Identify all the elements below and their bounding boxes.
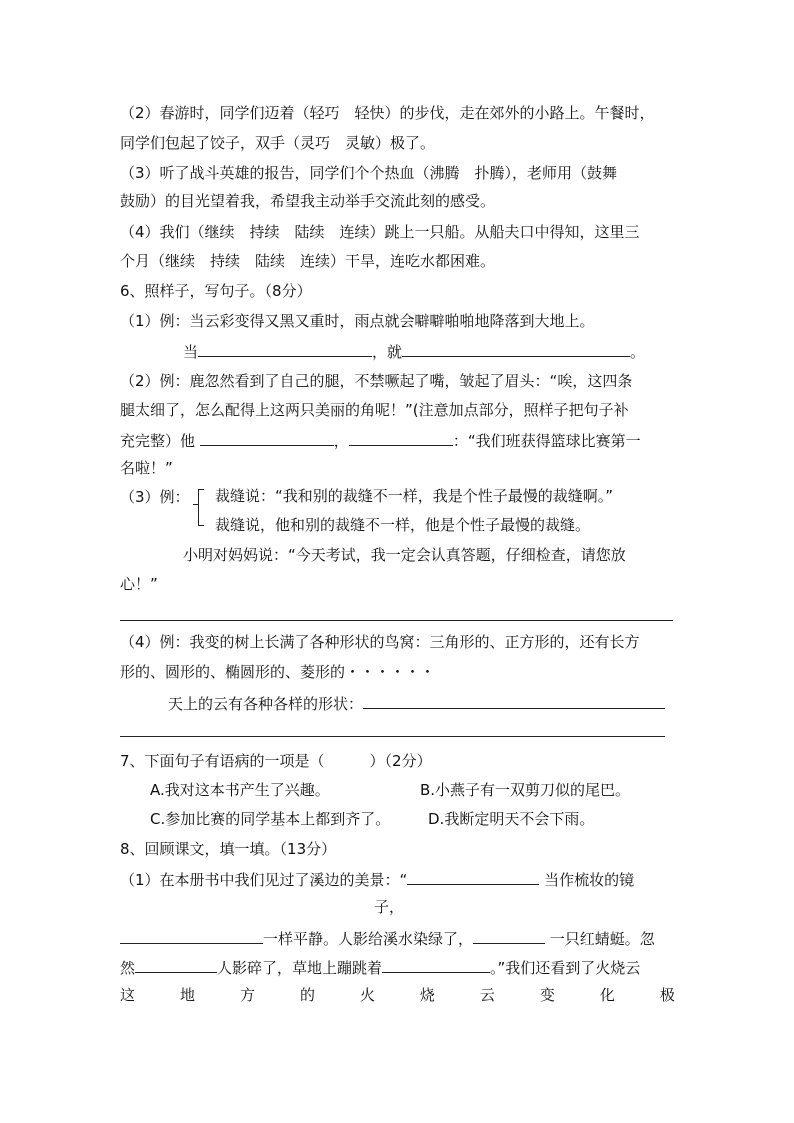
q8-p4-word: 方	[239, 986, 255, 1004]
q8-p4-word: 化	[599, 986, 615, 1004]
q6-e2-line3	[120, 429, 641, 451]
q7-option-b[interactable]: B.小燕子有一双剪刀似的尾巴。	[420, 781, 631, 799]
q8-p2-a: 一样平静。人影给溪水染绿了，	[263, 930, 474, 948]
q5-p2-line2: 同学们包起了饺子，双手（灵巧 灵敏）极了。	[120, 134, 436, 152]
q8-p3-line	[120, 956, 640, 978]
q6-e1-blank-1[interactable]	[198, 340, 372, 357]
q6-e1-prefix: 当	[183, 343, 199, 361]
q8-p3-c: 。”我们还看到了火烧云	[490, 959, 641, 977]
q8-p3-b: 人影碎了，草地上蹦跳着	[217, 959, 383, 977]
q6-e1-blank-2[interactable]	[402, 340, 630, 357]
q8-blank-4[interactable]	[135, 956, 217, 973]
q6-e2-line3-b: ，	[333, 432, 349, 450]
example-brace	[198, 489, 207, 525]
q8-p4-word: 这	[120, 986, 136, 1004]
q6-heading: 6、照样子，写句子。（8分）	[120, 282, 312, 300]
q7-heading: 7、下面句子有语病的一项是（ ）（2分）	[120, 752, 432, 770]
q6-e3-task1: 小明对妈妈说：“今天考试，我一定会认真答题，仔细检查，请您放	[183, 546, 626, 564]
q8-blank-5[interactable]	[382, 956, 490, 973]
example-brace-bottom	[198, 525, 204, 526]
q6-e3-answer-line[interactable]	[120, 620, 673, 621]
q7-option-c[interactable]: C.参加比赛的同学基本上都到齐了。	[150, 810, 391, 828]
q8-p3-a: 然	[120, 959, 136, 977]
q8-p2-line	[120, 927, 655, 949]
q6-e3-b: 裁缝说，他和别的裁缝不一样，他是个性子最慢的裁缝。	[215, 516, 591, 534]
q6-e1-middle: ，就	[372, 343, 403, 361]
q6-e2-blank-2[interactable]	[349, 429, 453, 446]
q8-p4-word: 地	[179, 986, 195, 1004]
q6-e1-answer-line	[183, 340, 645, 362]
q6-e3-a: 裁缝说：“我和别的裁缝不一样，我是个性子最慢的裁缝啊。”	[215, 487, 614, 505]
q8-p4-word: 的	[299, 986, 315, 1004]
q6-e3-task2: 心！”	[120, 575, 158, 593]
q8-p1-line	[120, 868, 634, 890]
q6-e2-line1: （2）例：鹿忽然看到了自己的腿，不禁噘起了嘴，皱起了眉头：“唉，这四条	[120, 372, 633, 390]
q8-p4-word: 烧	[419, 986, 435, 1004]
q6-e4-task-text: 天上的云有各种各样的形状：	[168, 695, 364, 713]
q8-blank-3[interactable]	[473, 927, 545, 944]
q8-p1-b: 当作梳妆的镜	[544, 871, 635, 889]
q8-p4-word: 云	[479, 986, 495, 1004]
q8-p4-line	[120, 985, 675, 1005]
q8-p4-word: 火	[359, 986, 375, 1004]
q6-e2-line4: 名啦！”	[120, 459, 173, 477]
q8-p4-word: 变	[539, 986, 555, 1004]
q8-p4-word: 极	[659, 986, 675, 1004]
q5-p3-line1: （3）听了战斗英雄的报告，同学们个个热血（沸腾 扑腾），老师用（鼓舞	[120, 164, 618, 182]
q6-e2-line3-c: ：“我们班获得篮球比赛第一	[452, 432, 641, 450]
q8-blank-2[interactable]	[120, 927, 263, 944]
q8-blank-1[interactable]	[407, 868, 539, 885]
q6-e3-label: （3）例：	[120, 488, 190, 506]
q8-p1-c: 子，	[374, 898, 405, 916]
q6-e4-answer-line[interactable]	[120, 736, 665, 737]
q6-e1-end: 。	[630, 343, 646, 361]
q6-e4-task	[168, 692, 665, 714]
q5-p4-line1: （4）我们（继续 持续 陆续 连续）跳上一只船。从船夫口中得知，这里三	[120, 223, 640, 241]
q8-p2-b: 一只红蜻蜓。忽	[549, 930, 655, 948]
q6-e4-line1: （4）例：我变的树上长满了各种形状的鸟窝：三角形的、正方形的，还有长方	[120, 633, 640, 651]
q5-p2-line1: （2）春游时，同学们迈着（轻巧 轻快）的步伐，走在郊外的小路上。午餐时，	[120, 104, 655, 122]
q6-e4-blank-1[interactable]	[363, 692, 665, 709]
q8-heading: 8、回顾课文，填一填。（13分）	[120, 840, 337, 858]
q6-e2-blank-1[interactable]	[200, 429, 334, 446]
q6-e2-line2: 腿太细了，怎么配得上这两只美丽的角呢！”(注意加点部分，照样子把句子补	[120, 401, 629, 419]
q7-option-d[interactable]: D.我断定明天不会下雨。	[428, 810, 595, 828]
q6-e4-line2: 形的、圆形的、椭圆形的、菱形的・・・・・・	[120, 663, 436, 681]
q6-e2-line3-a: 充完整）他	[120, 432, 196, 450]
q6-e1-example: （1）例：当云彩变得又黑又重时，雨点就会噼噼啪啪地降落到大地上。	[120, 312, 595, 330]
q5-p3-line2: 鼓励）的目光望着我，希望我主动举手交流此刻的感受。	[120, 192, 496, 210]
q7-option-a[interactable]: A.我对这本书产生了兴趣。	[150, 781, 330, 799]
q8-p1-a: （1）在本册书中我们见过了溪边的美景：“	[120, 871, 408, 889]
q5-p4-line2: 个月（继续 持续 陆续 连续）干旱，连吃水都困难。	[120, 252, 496, 270]
example-brace-top	[198, 489, 204, 490]
